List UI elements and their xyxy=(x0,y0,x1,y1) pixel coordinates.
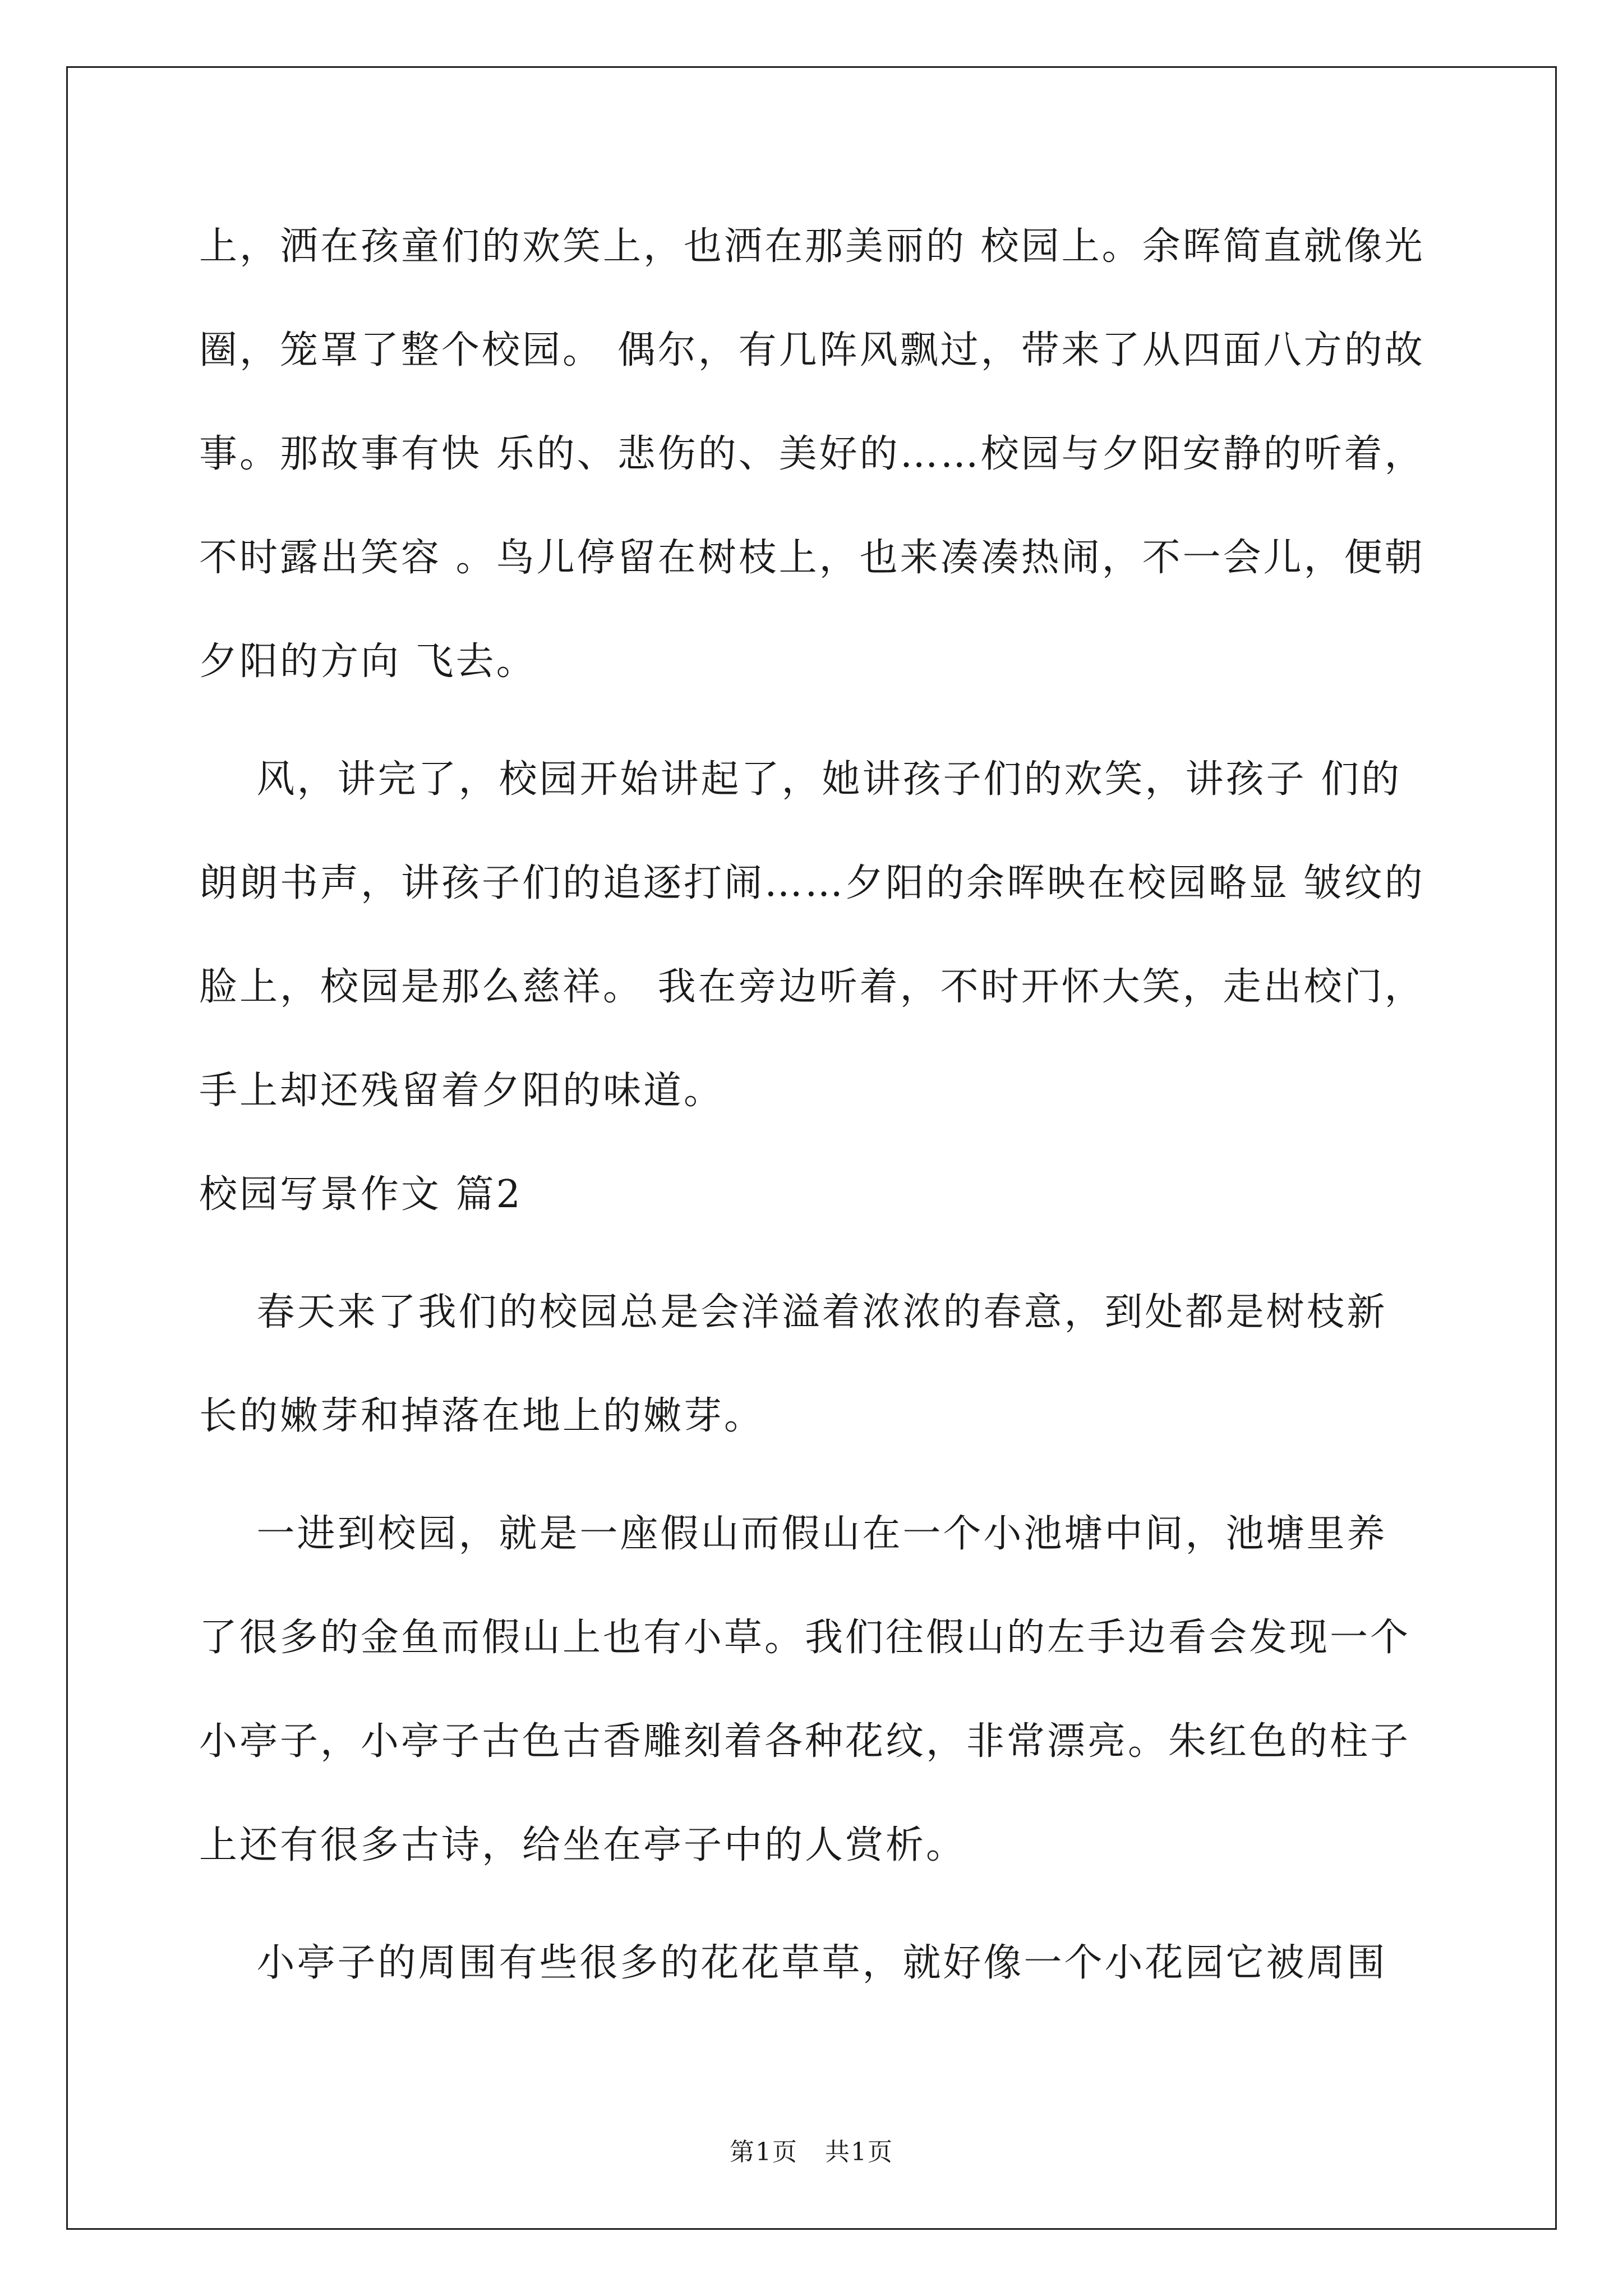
text-line: 手上却还残留着夕阳的味道。 xyxy=(199,1069,725,1113)
page-border xyxy=(66,66,1557,2230)
section-heading: 校园写景作文 篇2 xyxy=(199,1172,523,1217)
text-line: 事。那故事有快 乐的、悲伤的、美好的……校园与夕阳安静的听着， xyxy=(199,432,1425,476)
text-line: 上，洒在孩童们的欢笑上，也洒在那美丽的 校园上。余晖简直就像光 xyxy=(199,224,1425,269)
text-line: 长的嫩芽和掉落在地上的嫩芽。 xyxy=(199,1394,765,1438)
text-line: 风，讲完了，校园开始讲起了，她讲孩子们的欢笑，讲孩子 们的 xyxy=(199,757,1402,802)
text-line: 夕阳的方向 飞去。 xyxy=(199,639,537,684)
text-line: 脸上，校园是那么慈祥。 我在旁边听着，不时开怀大笑，走出校门， xyxy=(199,965,1425,1009)
text-line: 朗朗书声，讲孩子们的追逐打闹……夕阳的余晖映在校园略显 皱纹的 xyxy=(199,861,1425,905)
text-line: 春天来了我们的校园总是会洋溢着浓浓的春意，到处都是树枝新 xyxy=(199,1290,1387,1335)
text-line: 不时露出笑容 。鸟儿停留在树枝上，也来凑凑热闹，不一会儿，便朝 xyxy=(199,536,1425,580)
text-line: 了很多的金鱼而假山上也有小草。我们往假山的左手边看会发现一个 xyxy=(199,1616,1411,1660)
text-line: 一进到校园，就是一座假山而假山在一个小池塘中间，池塘里养 xyxy=(199,1512,1387,1556)
text-line: 上还有很多古诗，给坐在亭子中的人赏析。 xyxy=(199,1823,967,1867)
page-footer: 第1页 共1页 xyxy=(730,2138,893,2166)
text-line: 小亭子的周围有些很多的花花草草，就好像一个小花园它被周围 xyxy=(199,1941,1387,1985)
text-line: 圈，笼罩了整个校园。 偶尔，有几阵风飘过，带来了从四面八方的故 xyxy=(199,328,1425,372)
text-line: 小亭子，小亭子古色古香雕刻着各种花纹，非常漂亮。朱红色的柱子 xyxy=(199,1719,1411,1764)
